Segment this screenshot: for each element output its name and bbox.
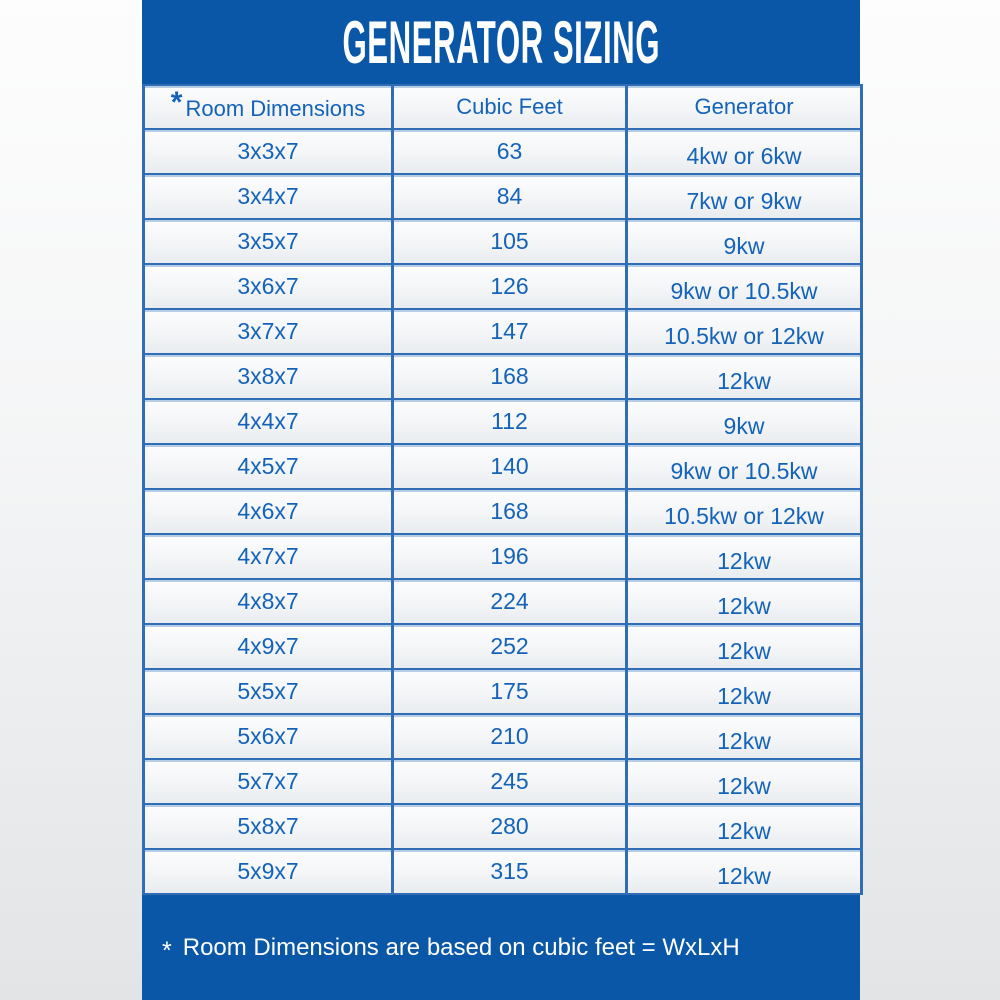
generator-text: 12kw xyxy=(717,638,771,664)
cubic-feet-cell: 168 xyxy=(393,354,627,399)
generator-cell xyxy=(627,309,862,354)
room-dimensions-cell: 4x6x7 xyxy=(144,489,393,534)
cubic-feet-cell: 168 xyxy=(393,489,627,534)
cubic-feet-cell: 63 xyxy=(393,129,627,174)
generator-text: 12kw xyxy=(717,548,771,574)
title-band xyxy=(142,0,860,84)
generator-cell xyxy=(627,129,862,174)
generator-text: 10.5kw or 12kw xyxy=(664,503,824,529)
footer-note: Room Dimensions are based on cubic feet = WxLxH xyxy=(182,933,740,961)
cubic-feet-cell: 252 xyxy=(393,624,627,669)
generator-text: 9kw or 10.5kw xyxy=(670,458,818,484)
generator-text: 12kw xyxy=(717,773,771,799)
generator-cell xyxy=(627,714,862,759)
table-row xyxy=(144,714,862,759)
generator-text: 12kw xyxy=(717,863,771,889)
generator-cell xyxy=(627,534,862,579)
cubic-feet-cell: 175 xyxy=(393,669,627,714)
generator-sizing-panel xyxy=(142,0,860,1000)
asterisk-marker: * xyxy=(170,86,183,119)
table-row xyxy=(144,804,862,849)
room-dimensions-cell: 5x9x7 xyxy=(144,849,393,894)
generator-text: 12kw xyxy=(717,728,771,754)
table-header xyxy=(144,85,862,129)
generator-cell xyxy=(627,669,862,714)
cubic-feet-cell: 140 xyxy=(393,444,627,489)
table-row xyxy=(144,624,862,669)
room-dimensions-cell: 4x7x7 xyxy=(144,534,393,579)
cubic-feet-header-label: Cubic Feet xyxy=(456,94,563,119)
table-row xyxy=(144,579,862,624)
generator-text: 10.5kw or 12kw xyxy=(664,323,824,349)
table-row xyxy=(144,759,862,804)
generator-cell xyxy=(627,354,862,399)
cubic-feet-cell: 245 xyxy=(393,759,627,804)
generator-cell xyxy=(627,399,862,444)
table-body xyxy=(144,129,862,894)
room-dimensions-cell: 4x4x7 xyxy=(144,399,393,444)
generator-text: 12kw xyxy=(717,818,771,844)
generator-text: 9kw or 10.5kw xyxy=(670,278,818,304)
cubic-feet-cell: 126 xyxy=(393,264,627,309)
cubic-feet-header xyxy=(393,85,627,129)
table-row xyxy=(144,849,862,894)
table-row xyxy=(144,264,862,309)
room-dimensions-cell: 3x4x7 xyxy=(144,174,393,219)
page-title: GENERATOR SIZING xyxy=(342,8,660,76)
table-row xyxy=(144,129,862,174)
room-dimensions-cell: 3x6x7 xyxy=(144,264,393,309)
room-dimensions-cell: 3x5x7 xyxy=(144,219,393,264)
table-row xyxy=(144,489,862,534)
cubic-feet-cell: 147 xyxy=(393,309,627,354)
generator-text: 7kw or 9kw xyxy=(686,188,802,214)
generator-text: 9kw xyxy=(723,233,765,259)
generator-header-label: Generator xyxy=(694,94,794,119)
room-dimensions-cell: 5x6x7 xyxy=(144,714,393,759)
generator-cell xyxy=(627,219,862,264)
generator-cell xyxy=(627,849,862,894)
generator-cell xyxy=(627,174,862,219)
generator-cell xyxy=(627,444,862,489)
cubic-feet-cell: 105 xyxy=(393,219,627,264)
generator-text: 9kw xyxy=(723,413,765,439)
cubic-feet-cell: 315 xyxy=(393,849,627,894)
table-row xyxy=(144,444,862,489)
generator-text: 4kw or 6kw xyxy=(686,143,802,169)
asterisk-marker: * xyxy=(162,937,172,965)
room-dimensions-cell: 4x8x7 xyxy=(144,579,393,624)
header-row xyxy=(144,85,862,129)
table-row xyxy=(144,399,862,444)
generator-cell xyxy=(627,759,862,804)
room-dimensions-header-label: Room Dimensions xyxy=(185,96,366,121)
room-dimensions-cell: 5x8x7 xyxy=(144,804,393,849)
table-row xyxy=(144,669,862,714)
table-row xyxy=(144,219,862,264)
room-dimensions-cell: 3x8x7 xyxy=(144,354,393,399)
room-dimensions-cell: 4x9x7 xyxy=(144,624,393,669)
generator-cell xyxy=(627,489,862,534)
generator-text: 12kw xyxy=(717,368,771,394)
room-dimensions-header xyxy=(144,85,393,129)
room-dimensions-cell: 4x5x7 xyxy=(144,444,393,489)
cubic-feet-cell: 84 xyxy=(393,174,627,219)
generator-sizing-table xyxy=(142,84,863,895)
cubic-feet-cell: 196 xyxy=(393,534,627,579)
table-row xyxy=(144,534,862,579)
generator-text: 12kw xyxy=(717,683,771,709)
generator-text: 12kw xyxy=(717,593,771,619)
generator-cell xyxy=(627,624,862,669)
room-dimensions-cell: 5x7x7 xyxy=(144,759,393,804)
cubic-feet-cell: 280 xyxy=(393,804,627,849)
cubic-feet-cell: 210 xyxy=(393,714,627,759)
cubic-feet-cell: 224 xyxy=(393,579,627,624)
room-dimensions-cell: 5x5x7 xyxy=(144,669,393,714)
table-row xyxy=(144,174,862,219)
generator-header xyxy=(627,85,862,129)
generator-cell xyxy=(627,579,862,624)
room-dimensions-cell: 3x7x7 xyxy=(144,309,393,354)
table-row xyxy=(144,309,862,354)
table-row xyxy=(144,354,862,399)
footer-note-band xyxy=(142,895,860,1000)
generator-cell xyxy=(627,264,862,309)
cubic-feet-cell: 112 xyxy=(393,399,627,444)
generator-cell xyxy=(627,804,862,849)
room-dimensions-cell: 3x3x7 xyxy=(144,129,393,174)
